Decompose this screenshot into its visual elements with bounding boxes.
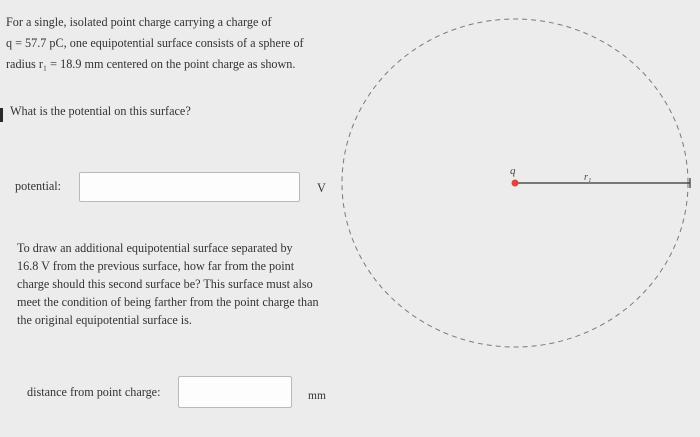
question2-line-4: meet the condition of being farther from the point charge than <box>17 295 319 309</box>
question2-line-2: 16.8 V from the previous surface, how far from the point <box>17 259 295 273</box>
intro-line-2: q = 57.7 pC, one equipotential surface consists of a sphere of <box>6 36 304 50</box>
radius-label: r₁ <box>584 172 592 183</box>
question2-line-3: charge should this second surface be? This surface must also <box>17 277 313 291</box>
intro-line-1: For a single, isolated point charge carrying a charge of <box>6 15 272 29</box>
question2-line-1: To draw an additional equipotential surface separated by <box>17 241 293 255</box>
potential-unit: V <box>317 181 326 195</box>
distance-unit: mm <box>308 390 326 402</box>
point-charge <box>512 180 519 187</box>
question-potential: What is the potential on this surface? <box>10 104 191 118</box>
intro-line-3: radius r₁ = 18.9 mm centered on the point charge as shown. <box>6 57 296 71</box>
potential-label: potential: <box>15 179 62 193</box>
distance-label: distance from point charge: <box>27 385 161 399</box>
question2-line-5: the original equipotential surface is. <box>17 313 192 327</box>
charge-label: q <box>510 165 516 177</box>
